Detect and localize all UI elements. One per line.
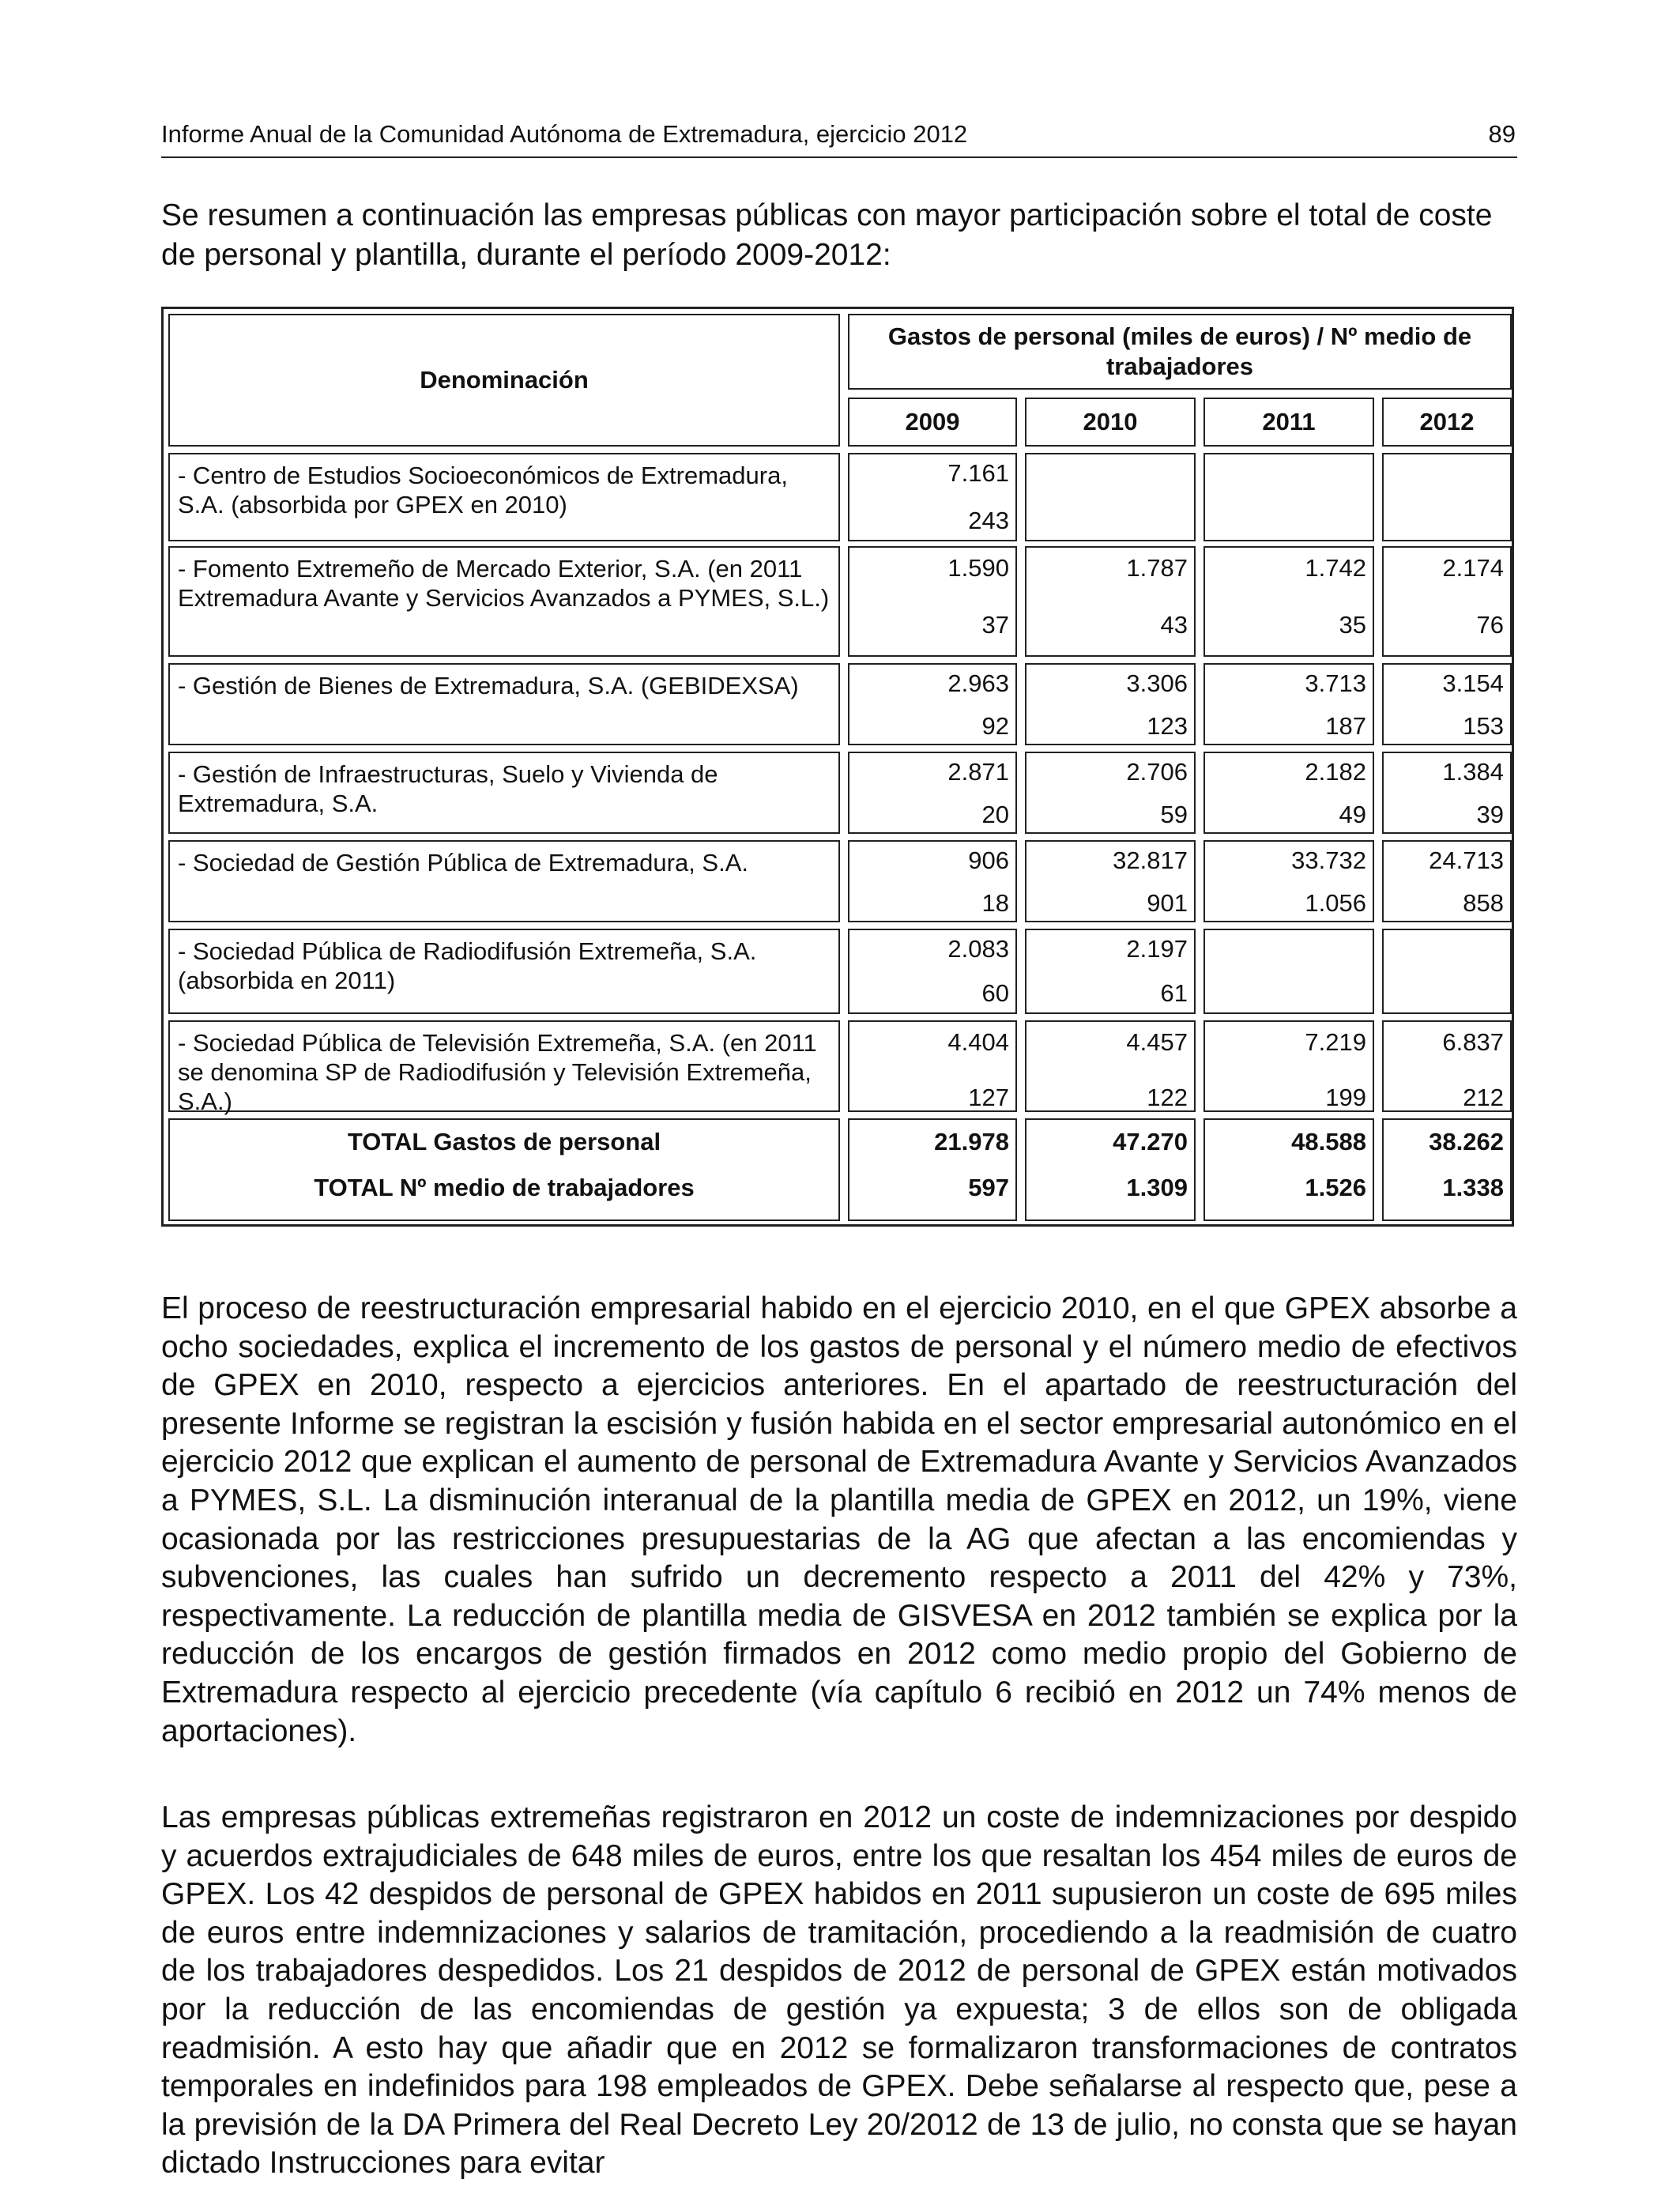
total-trabajadores-value: 1.338 xyxy=(1442,1174,1504,1201)
total-trabajadores-label: TOTAL Nº medio de trabajadores xyxy=(314,1174,695,1201)
table-cell xyxy=(848,453,1017,541)
table-cell xyxy=(1382,453,1512,541)
trabajadores-value: 858 xyxy=(1463,889,1504,917)
table-cell xyxy=(1025,546,1196,657)
trabajadores-value: 92 xyxy=(981,712,1009,740)
gastos-value: 1.787 xyxy=(1126,554,1188,582)
header-year xyxy=(1382,398,1512,447)
totals-cell xyxy=(1025,1118,1196,1221)
totals-cell xyxy=(1382,1118,1512,1221)
body-paragraph-1: El proceso de reestructuración empresarial habido en el ejercicio 2010, en el que GPEX absorbe a ocho sociedades, explica el incremento de los gastos de personal y el número medio de efectivos de GPEX en 2010, respecto a ejercicios anteriores. En el apartado de reestructuración del presente Informe se registran la escisión y fusión habida en el sector empresarial autonómico en el ejercicio 2012 que explican el aumento de personal de Extremadura Avante y Servicios Avanzados a PYMES, S.L. La disminución interanual de la plantilla media de GPEX en 2012, un 19%, viene ocasionada por las restricciones presupuestarias de la AG que afectan a las encomiendas y subvenciones, las cuales han sufrido un decremento respecto a 2011 del 42% y 73%, respectivamente. La reducción de plantilla media de GISVESA en 2012 también se explica por la reducción de los encargos de gestión firmados en 2012 como medio propio del Gobierno de Extremadura respecto al ejercicio precedente (vía capítulo 6 recibió en 2012 un 74% menos de aportaciones). xyxy=(161,1291,1517,1748)
trabajadores-value: 122 xyxy=(1147,1084,1188,1111)
header-denominacion-label: Denominación xyxy=(420,366,589,394)
total-gastos-value: 38.262 xyxy=(1429,1128,1504,1155)
table-row-name: - Fomento Extremeño de Mercado Exterior, S.A. (en 2011 Extremadura Avante y Servicios Avanzados a PYMES, S.L.) xyxy=(168,546,840,657)
gastos-value: 4.457 xyxy=(1126,1028,1188,1056)
gastos-value: 32.817 xyxy=(1113,846,1188,874)
trabajadores-value: 61 xyxy=(1160,979,1188,1007)
table-cell xyxy=(1203,663,1374,745)
table-cell xyxy=(848,663,1017,745)
table-row-name: - Sociedad Pública de Radiodifusión Extremeña, S.A. (absorbida en 2011) xyxy=(168,929,840,1014)
header-denominacion xyxy=(168,314,840,447)
totals-cell xyxy=(848,1118,1017,1221)
gastos-value: 906 xyxy=(968,846,1009,874)
table-cell xyxy=(1025,1020,1196,1112)
header-year xyxy=(848,398,1017,447)
table-cell xyxy=(1382,546,1512,657)
table-cell xyxy=(1382,840,1512,922)
table-row-name: - Sociedad de Gestión Pública de Extremadura, S.A. xyxy=(168,840,840,922)
table-cell xyxy=(1203,840,1374,922)
trabajadores-value: 49 xyxy=(1339,801,1366,828)
trabajadores-value: 60 xyxy=(981,979,1009,1007)
trabajadores-value: 76 xyxy=(1476,611,1504,639)
intro-paragraph: Se resumen a continuación las empresas públicas con mayor participación sobre el total de coste de personal y plantilla, durante el período 2009-2012: xyxy=(161,198,1493,272)
table-cell xyxy=(1203,453,1374,541)
trabajadores-value: 901 xyxy=(1147,889,1188,917)
total-gastos-value: 48.588 xyxy=(1291,1128,1366,1155)
table-row-name: - Centro de Estudios Socioeconómicos de Extremadura, S.A. (absorbida por GPEX en 2010) xyxy=(168,453,840,541)
gastos-value: 2.174 xyxy=(1442,554,1504,582)
table-cell xyxy=(1382,1020,1512,1112)
trabajadores-value: 1.056 xyxy=(1305,889,1366,917)
table-row-name: - Gestión de Infraestructuras, Suelo y Vivienda de Extremadura, S.A. xyxy=(168,752,840,834)
gastos-value: 2.871 xyxy=(947,758,1009,786)
table-cell xyxy=(848,752,1017,834)
gastos-value: 7.161 xyxy=(947,459,1009,487)
table-cell xyxy=(1025,453,1196,541)
gastos-value: 1.384 xyxy=(1442,758,1504,786)
trabajadores-value: 212 xyxy=(1463,1084,1504,1111)
table-row-name: - Sociedad Pública de Televisión Extremeña, S.A. (en 2011 se denomina SP de Radiodifusión y Televisión Extremeña, S.A.) xyxy=(168,1020,840,1112)
table-cell xyxy=(848,1020,1017,1112)
table-cell xyxy=(1382,752,1512,834)
table-cell xyxy=(1203,546,1374,657)
trabajadores-value: 243 xyxy=(968,507,1009,534)
header-gastos xyxy=(848,314,1512,390)
table-cell xyxy=(1025,840,1196,922)
table-cell xyxy=(1382,663,1512,745)
trabajadores-value: 43 xyxy=(1160,611,1188,639)
trabajadores-value: 37 xyxy=(981,611,1009,639)
totals-label-cell xyxy=(168,1118,840,1221)
trabajadores-value: 18 xyxy=(981,889,1009,917)
total-gastos-label: TOTAL Gastos de personal xyxy=(347,1128,661,1155)
running-header xyxy=(161,117,1517,158)
trabajadores-value: 199 xyxy=(1325,1084,1366,1111)
trabajadores-value: 153 xyxy=(1463,712,1504,740)
total-trabajadores-value: 1.526 xyxy=(1305,1174,1366,1201)
table-cell xyxy=(1025,929,1196,1014)
table-cell xyxy=(1203,752,1374,834)
trabajadores-value: 39 xyxy=(1476,801,1504,828)
total-trabajadores-value: 1.309 xyxy=(1126,1174,1188,1201)
gastos-value: 33.732 xyxy=(1291,846,1366,874)
trabajadores-value: 59 xyxy=(1160,801,1188,828)
table-cell xyxy=(1025,752,1196,834)
header-title: Informe Anual de la Comunidad Autónoma de Extremadura, ejercicio 2012 xyxy=(161,120,968,148)
header-year xyxy=(1203,398,1374,447)
total-gastos-value: 47.270 xyxy=(1113,1128,1188,1155)
trabajadores-value: 35 xyxy=(1339,611,1366,639)
gastos-value: 2.083 xyxy=(947,935,1009,963)
table-cell xyxy=(1382,929,1512,1014)
header-gastos-label: Gastos de personal (miles de euros) / Nº medio de trabajadores xyxy=(887,322,1472,380)
table-row-name: - Gestión de Bienes de Extremadura, S.A. (GEBIDEXSA) xyxy=(168,663,840,745)
gastos-value: 2.706 xyxy=(1126,758,1188,786)
header-year-label: 2009 xyxy=(905,408,960,435)
trabajadores-value: 20 xyxy=(981,801,1009,828)
gastos-value: 2.963 xyxy=(947,669,1009,697)
page-number: 89 xyxy=(1488,120,1516,148)
table-cell xyxy=(848,840,1017,922)
gastos-value: 3.713 xyxy=(1305,669,1366,697)
gastos-value: 24.713 xyxy=(1429,846,1504,874)
total-gastos-value: 21.978 xyxy=(934,1128,1009,1155)
trabajadores-value: 187 xyxy=(1325,712,1366,740)
trabajadores-value: 123 xyxy=(1147,712,1188,740)
table-cell xyxy=(848,546,1017,657)
totals-cell xyxy=(1203,1118,1374,1221)
table-cell xyxy=(1203,929,1374,1014)
gastos-value: 2.197 xyxy=(1126,935,1188,963)
body-paragraph-2: Las empresas públicas extremeñas registraron en 2012 un coste de indemnizaciones por despido y acuerdos extrajudiciales de 648 miles de euros, entre los que resaltan los 454 miles de euros de GPEX. Los 42 despidos de personal de GPEX habidos en 2011 supusieron un coste de 695 miles de euros entre indemnizaciones y salarios de tramitación, procediendo a la readmisión de cuatro de los trabajadores despedidos. Los 21 despidos de 2012 de personal de GPEX están motivados por la reducción de las encomiendas de gestión ya expuesta; 3 de ellos son de obligada readmisión. A esto hay que añadir que en 2012 se formalizaron transformaciones de contratos temporales en indefinidos para 198 empleados de GPEX. Debe señalarse al respecto que, pese a la previsión de la DA Primera del Real Decreto Ley 20/2012 de 13 de julio, no consta que se hayan dictado Instrucciones para evitar xyxy=(161,1800,1517,2181)
gastos-value: 3.306 xyxy=(1126,669,1188,697)
header-year xyxy=(1025,398,1196,447)
table-cell xyxy=(848,929,1017,1014)
gastos-value: 2.182 xyxy=(1305,758,1366,786)
table-cell xyxy=(1203,1020,1374,1112)
gastos-value: 1.590 xyxy=(947,554,1009,582)
table-cell xyxy=(1025,663,1196,745)
header-year-label: 2010 xyxy=(1083,408,1138,435)
gastos-value: 3.154 xyxy=(1442,669,1504,697)
personnel-table xyxy=(161,307,1514,1227)
header-year-label: 2011 xyxy=(1262,408,1316,435)
total-trabajadores-value: 597 xyxy=(968,1174,1009,1201)
gastos-value: 1.742 xyxy=(1305,554,1366,582)
header-year-label: 2012 xyxy=(1419,408,1475,435)
gastos-value: 4.404 xyxy=(947,1028,1009,1056)
gastos-value: 6.837 xyxy=(1442,1028,1504,1056)
gastos-value: 7.219 xyxy=(1305,1028,1366,1056)
trabajadores-value: 127 xyxy=(968,1084,1009,1111)
